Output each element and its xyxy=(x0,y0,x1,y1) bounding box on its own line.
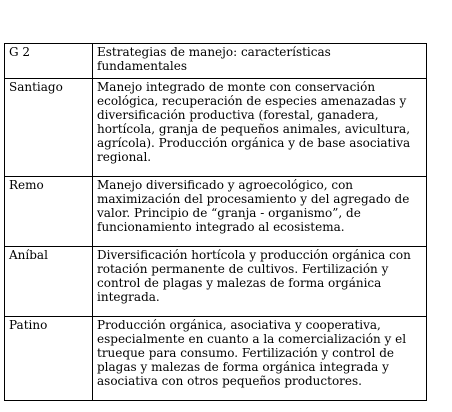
header-strategy-cell: Estrategias de manejo: características fundamentales xyxy=(93,44,427,79)
row-description-cell: Manejo integrado de monte con conservación ecológica, recuperación de especies amenazadas y diversificación productiva (forestal, ganadera, hortícola, granja de pequeños animales, avicultura, agrícola). Producción orgánica y de base asociativa regional. xyxy=(93,79,427,177)
row-description-cell: Manejo diversificado y agroecológico, con maximización del procesamiento y del agregado de valor. Principio de “granja - organismo”, de funcionamiento integrado al ecosistema. xyxy=(93,177,427,247)
row-description-cell: Diversificación hortícola y producción orgánica con rotación permanente de cultivos. Fertilización y control de plagas y malezas de forma orgánica integrada. xyxy=(93,247,427,317)
row-name-cell: Santiago xyxy=(5,79,93,177)
table-header-row xyxy=(5,44,427,79)
row-name-cell: Aníbal xyxy=(5,247,93,317)
table-row xyxy=(5,317,427,401)
table-row xyxy=(5,79,427,177)
row-description-cell: Producción orgánica, asociativa y cooperativa, especialmente en cuanto a la comercialización y el trueque para consumo. Fertilización y control de plagas y malezas de forma orgánica integrada y asociativa con otros pequeños productores. xyxy=(93,317,427,401)
row-name-cell: Patino xyxy=(5,317,93,401)
table-row xyxy=(5,247,427,317)
header-group-cell: G 2 xyxy=(5,44,93,79)
table-row xyxy=(5,177,427,247)
strategies-table xyxy=(4,43,427,401)
row-name-cell: Remo xyxy=(5,177,93,247)
